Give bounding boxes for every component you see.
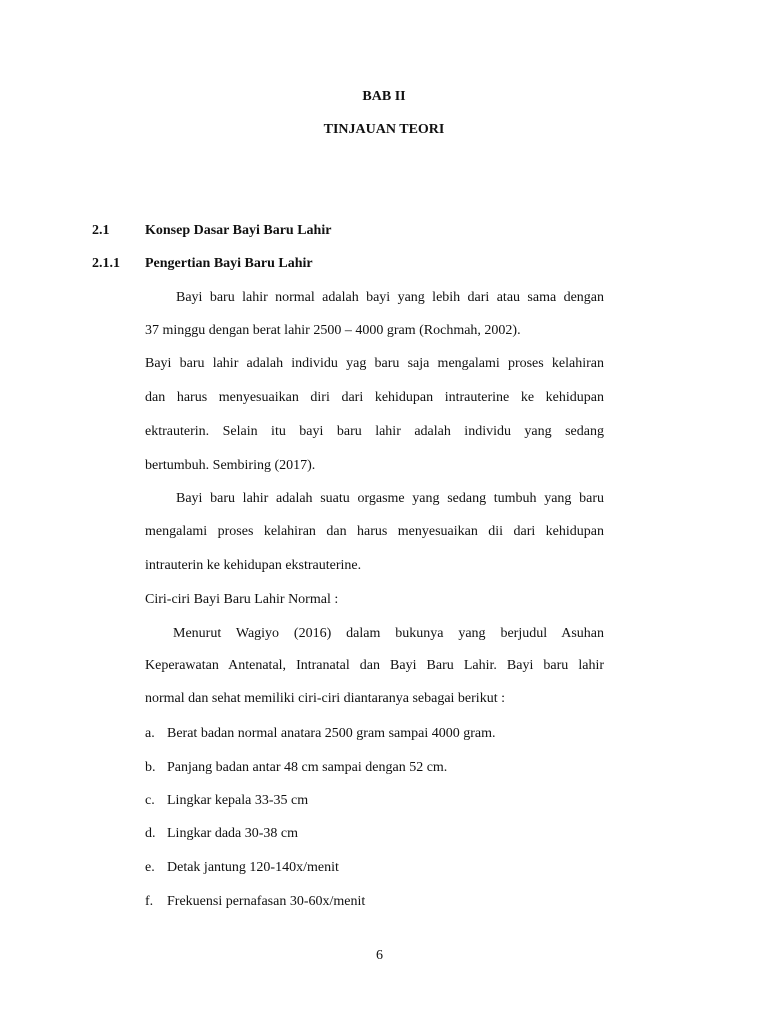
list-item: Lingkar kepala 33-35 cm — [167, 793, 309, 808]
subsection-number: 2.1.1 — [92, 256, 120, 271]
paragraph-line: ektrauterin. Selain itu bayi baru lahir adalah individu yang sedang — [145, 424, 604, 439]
list-item-marker: a. — [145, 726, 155, 741]
chapter-label: BAB II — [362, 89, 406, 104]
section-number: 2.1 — [92, 223, 110, 238]
list-item-marker: d. — [145, 826, 156, 841]
paragraph-line: Menurut Wagiyo (2016) dalam bukunya yang berjudul Asuhan — [173, 626, 604, 641]
subsection-title: Pengertian Bayi Baru Lahir — [145, 256, 313, 271]
paragraph-line: Keperawatan Antenatal, Intranatal dan Bayi Baru Lahir. Bayi baru lahir — [145, 658, 604, 673]
list-item: Detak jantung 120-140x/menit — [167, 860, 339, 875]
list-item: Frekuensi pernafasan 30-60x/menit — [167, 894, 366, 909]
paragraph-line: Bayi baru lahir adalah individu yag baru saja mengalami proses kelahiran — [145, 356, 604, 371]
paragraph-line: intrauterin ke kehidupan ekstrauterine. — [145, 558, 362, 573]
paragraph-line: 37 minggu dengan berat lahir 2500 – 4000 gram (Rochmah, 2002). — [145, 323, 521, 338]
paragraph-line: Bayi baru lahir adalah suatu orgasme yang sedang tumbuh yang baru — [176, 491, 604, 506]
paragraph-line: Bayi baru lahir normal adalah bayi yang lebih dari atau sama dengan — [176, 290, 604, 305]
paragraph-line: normal dan sehat memiliki ciri-ciri diantaranya sebagai berikut : — [145, 691, 505, 706]
paragraph-line: dan harus menyesuaikan diri dari kehidupan intrauterine ke kehidupan — [145, 390, 604, 405]
page-number: 6 — [376, 948, 383, 963]
list-item-marker: e. — [145, 860, 155, 875]
subheading: Ciri-ciri Bayi Baru Lahir Normal : — [145, 592, 339, 607]
list-item: Lingkar dada 30-38 cm — [167, 826, 299, 841]
list-item: Berat badan normal anatara 2500 gram sampai 4000 gram. — [167, 726, 496, 741]
section-title: Konsep Dasar Bayi Baru Lahir — [145, 223, 332, 238]
paragraph-line: mengalami proses kelahiran dan harus menyesuaikan dii dari kehidupan — [145, 524, 604, 539]
paragraph-line: bertumbuh. Sembiring (2017). — [145, 458, 316, 473]
list-item-marker: c. — [145, 793, 155, 808]
list-item: Panjang badan antar 48 cm sampai dengan 52 cm. — [167, 760, 448, 775]
list-item-marker: f. — [145, 894, 154, 909]
list-item-marker: b. — [145, 760, 156, 775]
chapter-title: TINJAUAN TEORI — [323, 122, 445, 137]
